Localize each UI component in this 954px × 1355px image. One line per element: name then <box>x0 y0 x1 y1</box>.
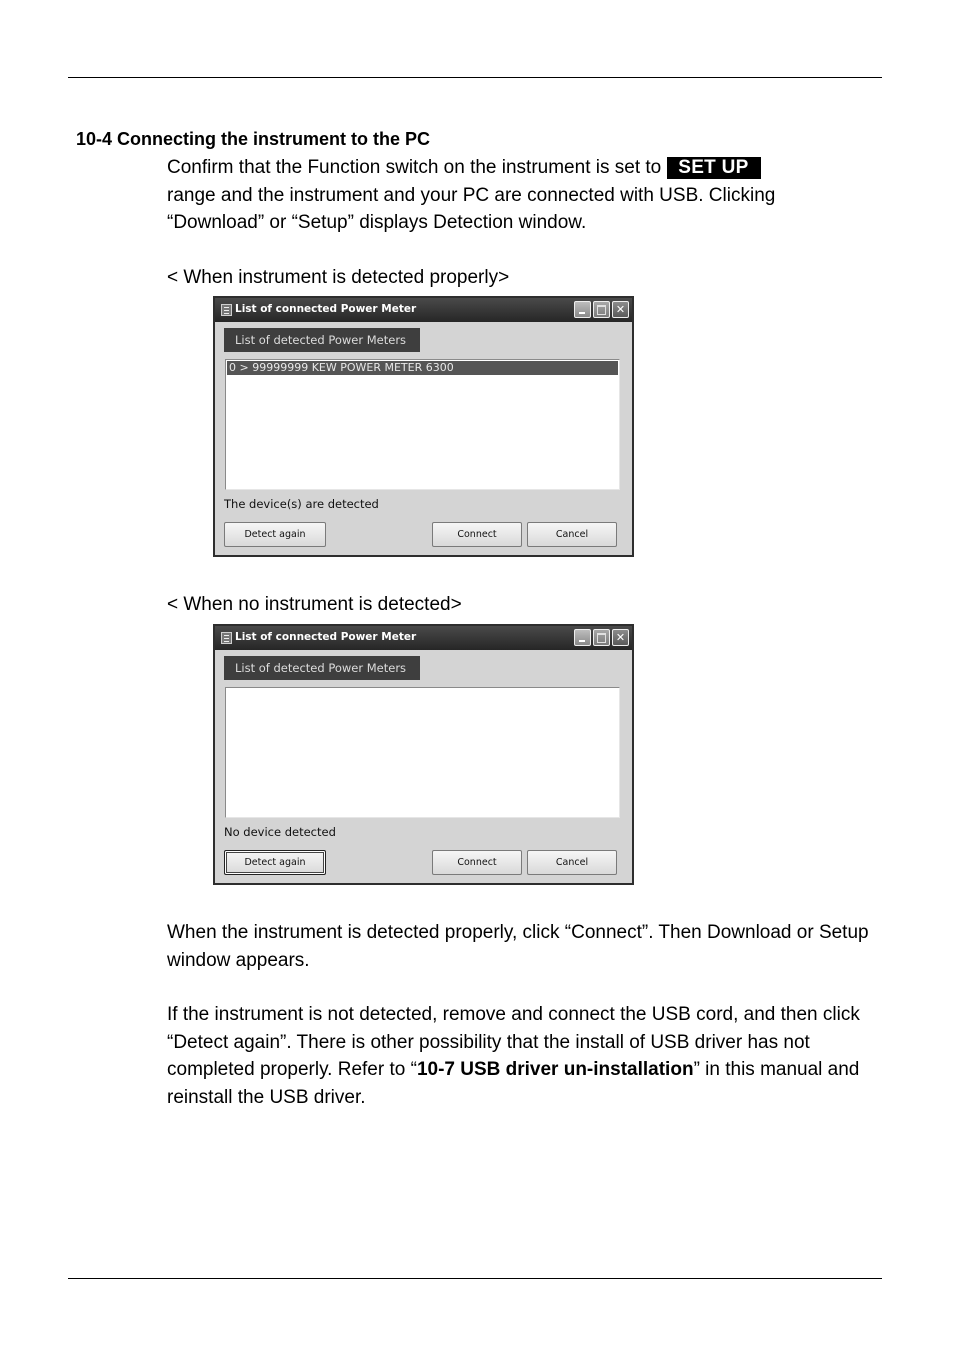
section-heading: 10-4 Connecting the instrument to the PC <box>76 129 431 149</box>
caption-detected: < When instrument is detected properly> <box>167 267 510 288</box>
setup-badge: SET UP <box>667 157 760 179</box>
intro-text: Confirm that the Function switch on the instrument is set to <box>167 157 662 178</box>
app-list-icon <box>221 304 232 316</box>
connect-button[interactable]: Connect <box>432 522 522 547</box>
app-list-icon <box>221 632 232 644</box>
minimize-icon[interactable] <box>574 629 591 646</box>
maximize-icon[interactable] <box>593 301 610 318</box>
dialog-not-detected <box>213 624 634 885</box>
intro-text-continued: range and the instrument and your PC are connected with USB. Clicking “Download” or “Setup” displays Detection window. <box>167 184 776 233</box>
not-detected-text-end: ” in this manual and reinstall the USB driver. <box>167 1059 860 1108</box>
close-icon[interactable]: ✕ <box>612 301 629 318</box>
connect-paragraph: When the instrument is detected properly, click “Connect”. Then Download or Setup window appears. <box>167 922 869 971</box>
minimize-icon[interactable] <box>574 301 591 318</box>
cancel-button[interactable]: Cancel <box>527 522 617 547</box>
group-label: List of detected Power Meters <box>224 656 420 680</box>
dialog-title: List of connected Power Meter <box>235 303 417 315</box>
top-rule <box>68 77 882 78</box>
caption-not-detected: < When no instrument is detected> <box>167 594 462 615</box>
cancel-button[interactable]: Cancel <box>527 850 617 875</box>
status-text: No device detected <box>224 825 336 839</box>
dialog-titlebar[interactable] <box>215 298 632 322</box>
connect-button[interactable]: Connect <box>432 850 522 875</box>
device-listbox[interactable] <box>225 359 620 490</box>
group-label: List of detected Power Meters <box>224 328 420 352</box>
detect-again-button[interactable]: Detect again <box>224 522 326 547</box>
not-detected-text: If the instrument is not detected, remove and connect the USB cord, and then click “Detect again”. There is other possibility that the install of USB driver has not completed properly. Refer to “ <box>167 1004 860 1080</box>
not-detected-paragraph <box>167 1001 877 1111</box>
dialog-title: List of connected Power Meter <box>235 631 417 643</box>
dialog-titlebar[interactable] <box>215 626 632 650</box>
device-listbox[interactable] <box>225 687 620 818</box>
list-item[interactable]: 0 > 99999999 KEW POWER METER 6300 <box>227 361 618 375</box>
manual-reference: 10-7 USB driver un-installation <box>416 1059 694 1080</box>
status-text: The device(s) are detected <box>224 497 379 511</box>
maximize-icon[interactable] <box>593 629 610 646</box>
intro-paragraph <box>167 154 877 237</box>
dialog-detected <box>213 296 634 557</box>
detect-again-button[interactable]: Detect again <box>224 850 326 875</box>
bottom-rule <box>68 1278 882 1279</box>
close-icon[interactable]: ✕ <box>612 629 629 646</box>
